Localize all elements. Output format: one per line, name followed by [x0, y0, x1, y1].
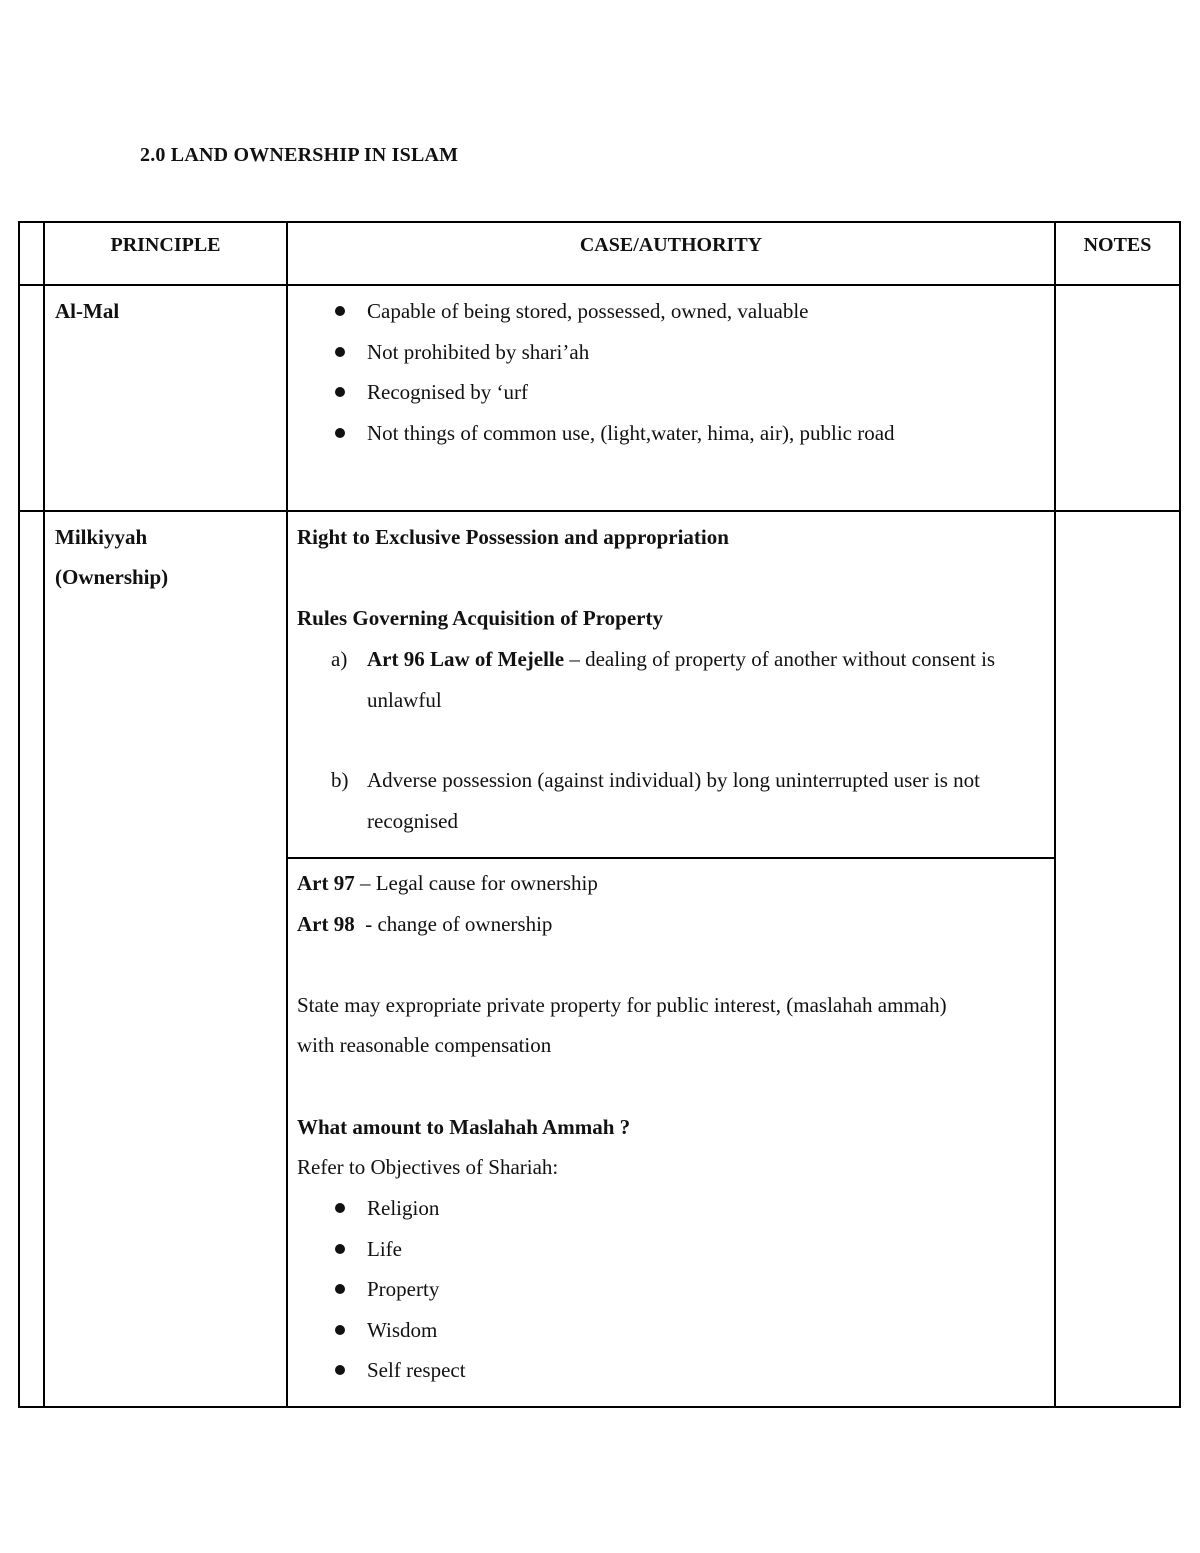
header-notes: NOTES	[1083, 234, 1152, 256]
list-item-text: Not prohibited by shari’ah	[367, 339, 590, 364]
bullet-icon	[335, 1244, 345, 1254]
maslahah-question: What amount to Maslahah Ammah ?	[297, 1115, 631, 1139]
list-item-text: Not things of common use, (light,water, hima, air), public road	[367, 420, 895, 445]
objectives-intro: Refer to Objectives of Shariah:	[297, 1155, 559, 1179]
list-item	[335, 332, 895, 373]
bullet-icon	[335, 1203, 345, 1213]
row2-principle-line1: Milkiyyah	[55, 525, 148, 549]
list-item-text: Religion	[367, 1196, 440, 1220]
row1-bullet-list	[335, 291, 895, 453]
list-item-text: Wisdom	[367, 1317, 438, 1342]
article-reference: Art 97	[297, 871, 355, 895]
bullet-icon	[335, 1365, 345, 1375]
bullet-icon	[335, 1284, 345, 1294]
row2-heading-acquisition-rules: Rules Governing Acquisition of Property	[297, 606, 663, 630]
list-item-text: Life	[367, 1236, 402, 1261]
article-reference: Art 96 Law of Mejelle	[367, 647, 565, 671]
list-item	[335, 1188, 466, 1229]
article-description: – Legal cause for ownership	[354, 871, 598, 895]
list-item	[335, 1229, 466, 1270]
list-item-text: Adverse possession (against individual) by long uninterrupted user is not recognised	[367, 768, 980, 833]
document-title: 2.0 LAND OWNERSHIP IN ISLAM	[140, 144, 459, 166]
list-item-a	[331, 639, 1031, 721]
subrow-divider	[286, 857, 1055, 859]
row2-principle-line2: (Ownership)	[55, 565, 169, 589]
column-divider-notes	[1054, 221, 1056, 1408]
list-item	[335, 1269, 466, 1310]
table-left-border	[18, 221, 20, 1408]
list-item-text: Capable of being stored, possessed, owned, valuable	[367, 299, 809, 323]
article-description: - change of ownership	[354, 912, 553, 936]
bullet-icon	[335, 306, 345, 316]
expropriation-line1: State may expropriate private property for public interest, (maslahah ammah)	[297, 993, 947, 1017]
list-marker: a)	[331, 647, 348, 671]
art97-line	[297, 863, 598, 904]
article-reference: Art 98	[297, 912, 355, 936]
table-right-border	[1179, 221, 1181, 1408]
header-case-authority: CASE/AUTHORITY	[579, 234, 763, 256]
list-marker: b)	[331, 768, 349, 792]
row1-principle: Al-Mal	[55, 299, 120, 323]
list-item-text: Self respect	[367, 1358, 466, 1383]
list-item	[335, 291, 895, 332]
bullet-icon	[335, 347, 345, 357]
table-inner-left-border	[43, 221, 45, 1408]
expropriation-line2: with reasonable compensation	[297, 1033, 552, 1057]
list-item-text	[367, 639, 1027, 720]
header-principle: PRINCIPLE	[110, 234, 221, 256]
table-top-border	[18, 221, 1181, 223]
bullet-icon	[335, 428, 345, 438]
list-item-text: Property	[367, 1277, 440, 1302]
row1-bottom-border	[18, 510, 1181, 512]
table-bottom-border	[18, 1406, 1181, 1408]
list-item	[335, 413, 895, 454]
list-item-text: Recognised by ‘urf	[367, 380, 528, 405]
list-item	[335, 372, 895, 413]
bullet-icon	[335, 387, 345, 397]
list-item	[335, 1350, 466, 1391]
header-bottom-border	[18, 284, 1181, 286]
objectives-list	[335, 1188, 466, 1391]
art98-line	[297, 904, 552, 945]
list-item	[335, 1310, 466, 1351]
list-item-b	[331, 760, 1031, 842]
row2-heading-exclusive-possession: Right to Exclusive Possession and appropriation	[297, 525, 729, 549]
column-divider-principle	[286, 221, 288, 1408]
bullet-icon	[335, 1325, 345, 1335]
article-description: – dealing of property of another without consent is unlawful	[367, 647, 996, 712]
